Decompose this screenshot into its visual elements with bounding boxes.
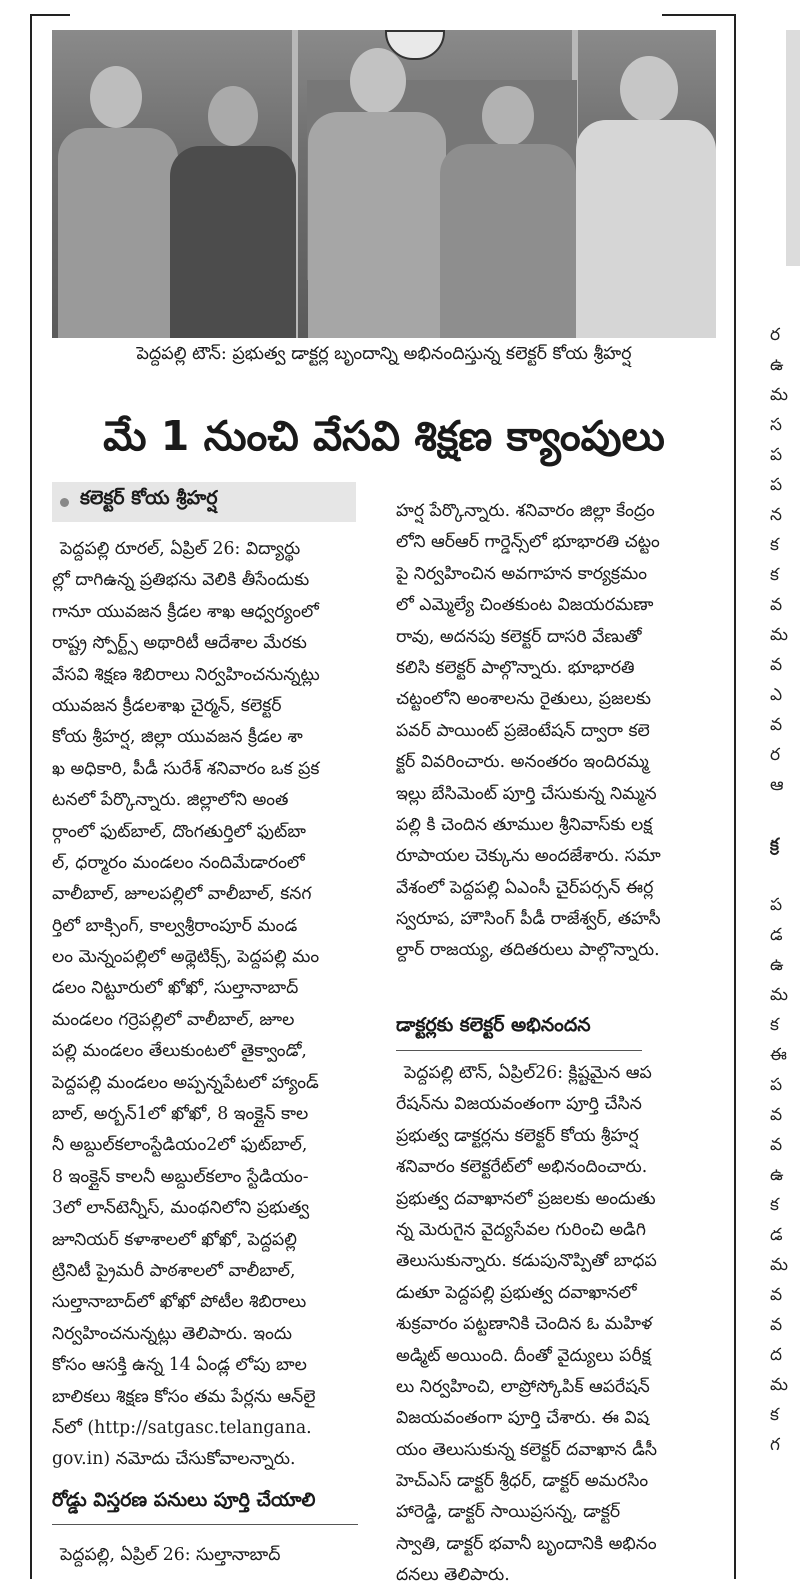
text-line: హెచ్ఎస్ డాక్టర్ శ్రీధర్, డాక్టర్ అమరసిం — [396, 1471, 649, 1492]
text-line: జూనియర్ కళాశాలలో ఖోఖో, పెద్దపల్లి — [52, 1229, 297, 1250]
edge-glyph: న — [770, 505, 782, 525]
text-line: పెద్దపల్లి రూరల్, ఏప్రిల్ 26: విద్యార్థు — [60, 539, 301, 559]
person-3 — [308, 48, 446, 338]
text-line: నీ అబ్దుల్‌కలాంస్టేడియం2లో ఫుట్‌బాల్, — [52, 1135, 308, 1156]
adjacent-article-edge — [770, 320, 794, 1570]
edge-glyph: క — [770, 1195, 779, 1215]
text-line: పవర్ పాయింట్ ప్రజెంటేషన్ ద్వారా కలె — [396, 720, 650, 741]
subhead-roads: రోడ్డు విస్తరణ పనులు పూర్తి చేయాలి — [52, 1489, 316, 1511]
clip-border-top-left — [30, 14, 70, 16]
edge-glyph: క — [770, 565, 779, 585]
text-line: పై నిర్వహించిన అవగాహన కార్యక్రమం — [396, 563, 648, 584]
edge-glyph: ప — [770, 1075, 783, 1095]
edge-glyph: ప — [770, 445, 783, 465]
person-5 — [576, 56, 716, 338]
text-line: ఖ అధికారి, పీడీ సురేశ్ శనివారం ఒక ప్రక — [52, 758, 320, 779]
text-line: పెద్దపల్లి టౌన్, ఏప్రిల్26: క్లిష్టమైన ఆప — [404, 1063, 652, 1083]
text-line: వాలీబాల్, జూలపల్లిలో వాలీబాల్, కనగ — [52, 884, 312, 905]
edge-glyph: వ — [770, 1105, 783, 1125]
edge-glyph: వ — [770, 595, 783, 615]
text-line: ట్రినిటీ ప్రైమరీ పాఠశాలలో వాలీబాల్, — [52, 1260, 296, 1281]
subhead-rule — [396, 1050, 642, 1051]
text-line: దనలు తెలిపారు. — [396, 1565, 510, 1586]
text-line: న్‌లో (http://satgasc.telangana. — [52, 1417, 312, 1438]
adjacent-photo-edge — [786, 30, 800, 266]
text-line: శనివారం కలెక్టరేట్‌లో అభినందించారు. — [396, 1157, 648, 1178]
text-line: నిర్వహించనున్నట్లు తెలిపారు. ఇందు — [52, 1323, 293, 1344]
text-line: రూపాయల చెక్కును అందజేశారు. సమా — [396, 846, 661, 867]
text-line: క్టర్ వివరించారు. అనంతరం ఇందిరమ్మ — [396, 752, 649, 773]
text-line: తెలుసుకున్నారు. కడుపునొప్పితో బాధప — [396, 1251, 657, 1272]
text-line: 8 ఇంక్లైన్ కాలనీ అబ్దుల్‌కలాం స్టేడియం- — [52, 1166, 309, 1187]
text-line: హారెడ్డి, డాక్టర్ సాయిప్రసన్న, డాక్టర్ — [396, 1502, 621, 1523]
text-line: సుల్తానాబాద్‌లో ఖోఖో పోటీల శిబిరాలు — [52, 1292, 307, 1313]
text-line: లోని ఆర్‌ఆర్ గార్డెన్స్‌లో భూభారతి చట్టం — [396, 532, 660, 553]
text-line: కలిసి కలెక్టర్ పాల్గొన్నారు. భూభారతి — [396, 657, 635, 678]
edge-glyph: ఉ — [770, 1165, 784, 1185]
edge-glyph: ఉ — [770, 355, 784, 375]
clip-border-right — [734, 14, 736, 1579]
text-line: విజయవంతంగా పూర్తి చేశారు. ఈ విష — [396, 1408, 650, 1429]
clip-border-top-right — [662, 14, 736, 16]
article-column-1-tail — [52, 1540, 370, 1571]
bullet-icon — [60, 498, 69, 507]
text-line: బాల్, అర్బన్1లో ఖోఖో, 8 ఇంక్లైన్ కాల — [52, 1104, 309, 1125]
edge-glyph: మ — [770, 1255, 788, 1275]
edge-glyph: వ — [770, 655, 783, 675]
text-line: వేసవి శిక్షణ శిబిరాలు నిర్వహించనున్నట్లు — [52, 664, 320, 685]
edge-glyph: ద — [770, 1345, 783, 1365]
text-line: శుక్రవారం పట్టణానికి చెందిన ఓ మహిళ — [396, 1314, 653, 1335]
edge-glyph: ర — [770, 745, 781, 765]
text-line: అడ్మిట్ అయింది. దీంతో వైద్యులు పరీక్ష — [396, 1345, 651, 1366]
edge-glyph: వ — [770, 1285, 783, 1305]
edge-glyph: మ — [770, 625, 788, 645]
edge-glyph: వ — [770, 1135, 783, 1155]
text-line: పెద్దపల్లి, ఏప్రిల్ 26: సుల్తానాబాద్ — [60, 1545, 281, 1565]
text-line: పల్లి కి చెందిన తూముల శ్రీనివాస్‌కు లక్ష — [396, 814, 653, 835]
edge-glyph: ర — [770, 325, 781, 345]
article-column-1 — [52, 534, 370, 1476]
text-line: హర్ష పేర్కొన్నారు. శనివారం జిల్లా కేంద్రం — [396, 501, 655, 521]
text-line: రాష్ట్ర స్పోర్ట్స్ అథారిటీ ఆదేశాల మేరకు — [52, 633, 307, 654]
text-line: న్న మెరుగైన వైద్యసేవల గురించి అడిగి — [396, 1219, 646, 1240]
edge-glyph: మ — [770, 385, 788, 405]
text-line: ఇల్లు బేసిమెంట్ పూర్తి చేసుకున్న నిమ్మన — [396, 783, 657, 804]
edge-glyph: ఎ — [770, 685, 783, 705]
article-column-2-bottom — [396, 1058, 718, 1592]
edge-glyph: ప — [770, 895, 783, 915]
news-photo — [52, 30, 716, 338]
text-line: గానూ యువజన క్రీడల శాఖ ఆధ్వర్యంలో — [52, 601, 319, 622]
byline: కలెక్టర్ కోయ శ్రీహర్ష — [80, 487, 218, 509]
edge-glyph: ఆ — [770, 775, 784, 795]
article-column-2 — [396, 496, 718, 967]
text-line: పెద్దపల్లి మండలం అప్పన్నపేటలో హ్యాండ్ — [52, 1072, 319, 1093]
text-line: మండలం గర్రెపల్లిలో వాలీబాల్, జూల — [52, 1009, 295, 1030]
text-line: స్వరూప, హౌసింగ్ పీడీ రాజేశ్వర్, తహసీ — [396, 909, 661, 930]
subhead-doctors: డాక్టర్లకు కలెక్టర్ అభినందన — [396, 1014, 591, 1036]
text-line: లు నిర్వహించి, లాప్రోస్కోపిక్ ఆపరేషన్ — [396, 1376, 650, 1397]
text-line: యం తెలుసుకున్న కలెక్టర్ దవాఖాన డీసీ — [396, 1439, 657, 1460]
edge-glyph — [770, 800, 794, 830]
person-1 — [58, 66, 178, 338]
subhead-rule — [52, 1524, 358, 1525]
text-line: ప్రభుత్వ దవాఖానలో ప్రజలకు అందుతు — [396, 1188, 656, 1209]
edge-glyph: గ — [770, 1435, 780, 1455]
photo-caption: పెద్దపల్లి టౌన్: ప్రభుత్వ డాక్టర్ల బృందాన్ని అభినందిస్తున్న కలెక్టర్ కోయ శ్రీహర్ష — [136, 344, 632, 364]
edge-glyph: ఈ — [770, 1045, 787, 1065]
text-line: డలం నిట్టూరులో ఖోఖో, సుల్తానాబాద్ — [52, 978, 299, 999]
text-line: లో ఎమ్మెల్యే చింతకుంట విజయరమణా — [396, 595, 654, 616]
edge-glyph: క — [770, 1015, 779, 1035]
edge-glyph: మ — [770, 985, 788, 1005]
text-line: 3లో లాన్‌టెన్నీస్, మంథనిలోని ప్రభుత్వ — [52, 1198, 310, 1219]
text-line: టనలో పేర్కొన్నారు. జిల్లాలోని అంత — [52, 790, 289, 811]
edge-glyph: స — [770, 415, 782, 435]
text-line: ల్, ధర్మారం మండలం నందిమేడారంలో — [52, 852, 305, 873]
edge-glyph: డ — [770, 1225, 783, 1245]
edge-glyph — [770, 860, 794, 890]
headline: మే 1 నుంచి వేసవి శిక్షణ క్యాంపులు — [103, 412, 665, 460]
text-line: లం మెన్నంపల్లిలో అథ్లెటిక్స్, పెద్దపల్లి మం — [52, 947, 320, 968]
text-line: కోయ శ్రీహర్ష, జిల్లా యువజన క్రీడల శా — [52, 727, 303, 748]
edge-glyph: ప — [770, 475, 783, 495]
edge-glyph: క — [770, 535, 779, 555]
edge-glyph: వ — [770, 715, 783, 735]
text-line: ల్దార్ రాజయ్య, తదితరులు పాల్గొన్నారు. — [396, 940, 660, 961]
text-line: వేశంలో పెద్దపల్లి ఏఎంసీ చైర్‌పర్సన్ ఈర్ల — [396, 877, 654, 898]
text-line: డుతూ పెద్దపల్లి ప్రభుత్వ దవాఖానలో — [396, 1282, 637, 1303]
text-line: gov.in) నమోదు చేసుకోవాలన్నారు. — [52, 1449, 296, 1470]
text-line: ర్గాంలో ఫుట్‌బాల్, దొంగతుర్తిలో ఫుట్‌బా — [52, 821, 306, 842]
text-line: రావు, అదనపు కలెక్టర్ దాసరి వేణుతో — [396, 626, 642, 647]
edge-glyph: మ — [770, 1375, 788, 1395]
edge-glyph: డ — [770, 925, 783, 945]
text-line: చట్టంలోని అంశాలను రైతులు, ప్రజలకు — [396, 689, 651, 710]
text-line: ప్రభుత్వ డాక్టర్లను కలెక్టర్ కోయ శ్రీహర్ష — [396, 1125, 639, 1146]
edge-glyph: వ — [770, 1315, 783, 1335]
text-line: ల్లో దాగిఉన్న ప్రతిభను వెలికి తీసేందుకు — [52, 570, 310, 591]
edge-glyph: క్ర — [770, 835, 779, 855]
text-line: స్వాతి, డాక్టర్ భవానీ బృందానికి అభినం — [396, 1533, 657, 1554]
text-line: రేషన్‌ను విజయవంతంగా పూర్తి చేసిన — [396, 1094, 642, 1115]
text-line: ర్తిలో బాక్సింగ్, కాల్వశ్రీరాంపూర్ మండ — [52, 915, 298, 936]
edge-glyph: క — [770, 1405, 779, 1425]
text-line: బాలికలు శిక్షణ కోసం తమ పేర్లను ఆన్‌లై — [52, 1386, 316, 1407]
clip-border-left — [30, 14, 32, 1579]
person-4 — [440, 86, 576, 338]
edge-glyph: ఉ — [770, 955, 784, 975]
text-line: పల్లి మండలం తేలుకుంటలో తైక్వాండో, — [52, 1041, 307, 1062]
text-line: కోసం ఆసక్తి ఉన్న 14 ఏండ్ల లోపు బాల — [52, 1355, 307, 1376]
text-line: యువజన క్రీడలశాఖ చైర్మన్, కలెక్టర్ — [52, 695, 282, 716]
person-2 — [170, 86, 296, 338]
